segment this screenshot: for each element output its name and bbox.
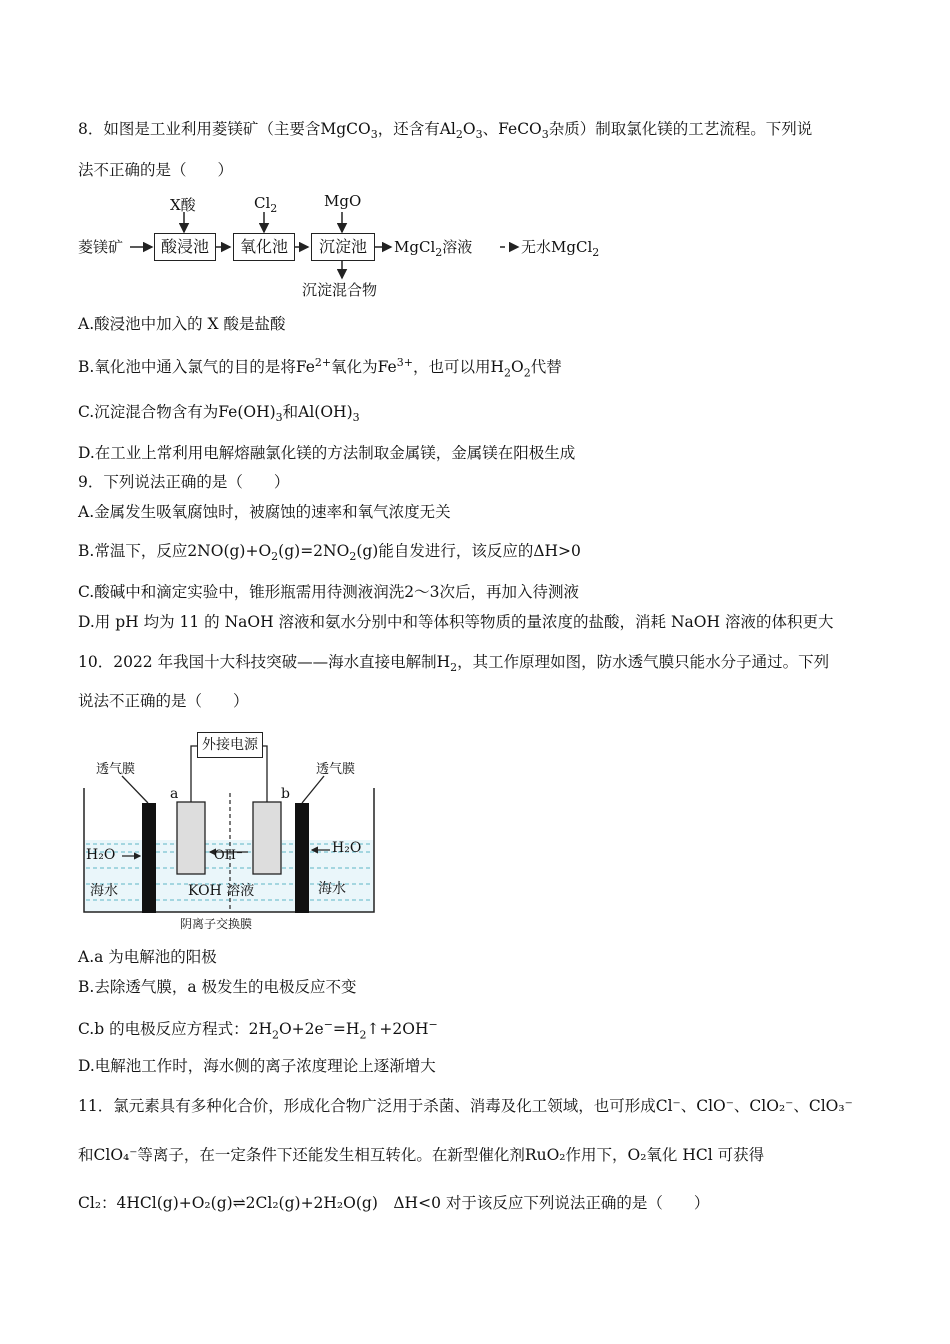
q9-option-b: B.常温下，反应$2NO(g)+O_2(g)=2NO_2(g)$能自发进行，该反应的ΔH>0 <box>78 542 581 564</box>
q8-option-d: D.在工业上常利用电解熔融氯化镁的方法制取金属镁，金属镁在阳极生成 <box>78 444 576 462</box>
mgcl2-solution-label: MgCl$_2$溶液 <box>394 238 473 259</box>
process-flow-diagram <box>78 190 618 300</box>
koh-solution-label: KOH 溶液 <box>188 883 255 899</box>
q10-option-d: D.电解池工作时，海水侧的离子浓度理论上逐渐增大 <box>78 1057 436 1075</box>
h2o-left-label: H₂O <box>86 847 116 863</box>
hydroxide-label: OH⁻ <box>214 848 243 863</box>
q8-stem-line1: 8．如图是工业利用菱镁矿（主要含MgCO$_3$，还含有$Al_2O_3$、FeCO$_3$杂质）制取氯化镁的工艺流程。下列说 <box>78 120 813 142</box>
anion-membrane-caption: 阴离子交换膜 <box>180 917 253 931</box>
q10-stem-line1: 10．2022 年我国十大科技突破——海水直接电解制$H_2$，其工作原理如图，防水透气膜只能水分子通过。下列 <box>78 653 830 675</box>
q9-option-d: D.用 pH 均为 11 的 NaOH 溶液和氨水分别中和等体积等物质的量浓度的盐酸，消耗 NaOH 溶液的体积更大 <box>78 613 834 631</box>
precipitation-tank: 沉淀池 <box>311 233 375 261</box>
oxidation-tank: 氧化池 <box>233 233 295 261</box>
q8-option-b: B.氧化池中通入氯气的目的是将$Fe^{2+}$氧化为$Fe^{3+}$，也可以用$H_2O_2$代替 <box>78 356 562 380</box>
q9-option-c: C.酸碱中和滴定实验中，锥形瓶需用待测液润洗2～3次后，再加入待测液 <box>78 583 579 601</box>
q11-stem-line1: 11．氯元素具有多种化合价，形成化合物广泛用于杀菌、消毒及化工领域，也可形成Cl⁻、ClO⁻、ClO₂⁻、ClO₃⁻ <box>78 1097 853 1115</box>
left-membrane-label: 透气膜 <box>96 762 136 777</box>
q9-option-a: A.金属发生吸氧腐蚀时，被腐蚀的速率和氧气浓度无关 <box>78 503 451 521</box>
anhydrous-mgcl2-label: 无水MgCl$_2$ <box>521 238 600 259</box>
right-membrane-label: 透气膜 <box>316 762 356 777</box>
q8-option-c: C.沉淀混合物含有为$Fe(OH)_3$和$Al(OH)_3$ <box>78 403 360 425</box>
q10-option-c: C.b 的电极反应方程式：$2H_2O+2e^-=H_2↑+2OH^-$ <box>78 1018 438 1042</box>
seawater-right-label: 海水 <box>318 881 346 897</box>
q11-stem-line3: Cl₂：4HCl(g)+O₂(g)⇌2Cl₂(g)+2H₂O(g) ΔH<0 对于该反应下列说法正确的是（ ） <box>78 1194 710 1212</box>
seawater-left-label: 海水 <box>90 883 118 899</box>
q8-option-a: A.酸浸池中加入的 X 酸是盐酸 <box>78 315 286 333</box>
cl2-input-label: $Cl_2$ <box>254 194 278 215</box>
electrode-b-label: b <box>281 786 290 802</box>
electrolysis-cell-figure <box>80 728 380 933</box>
power-source-label: 外接电源 <box>197 732 263 758</box>
h2o-right-label: H₂O <box>332 840 362 856</box>
raw-material-label: 菱镁矿 <box>78 238 124 256</box>
mgo-input-label: MgO <box>324 192 362 210</box>
acid-input-label: X酸 <box>170 196 196 214</box>
q8-stem-line2: 法不正确的是（ ） <box>78 161 234 179</box>
q11-stem-line2: 和ClO₄⁻等离子，在一定条件下还能发生相互转化。在新型催化剂RuO₂作用下，O₂氧化 HCl 可获得 <box>78 1146 765 1164</box>
acid-leach-tank: 酸浸池 <box>154 233 216 261</box>
q10-stem-line2: 说法不正确的是（ ） <box>78 692 249 710</box>
residue-label: 沉淀混合物 <box>302 281 378 299</box>
electrode-a-label: a <box>170 786 179 802</box>
q10-option-b: B.去除透气膜，a 极发生的电极反应不变 <box>78 978 357 996</box>
q10-option-a: A.a 为电解池的阳极 <box>78 948 217 966</box>
q9-stem: 9．下列说法正确的是（ ） <box>78 473 290 491</box>
